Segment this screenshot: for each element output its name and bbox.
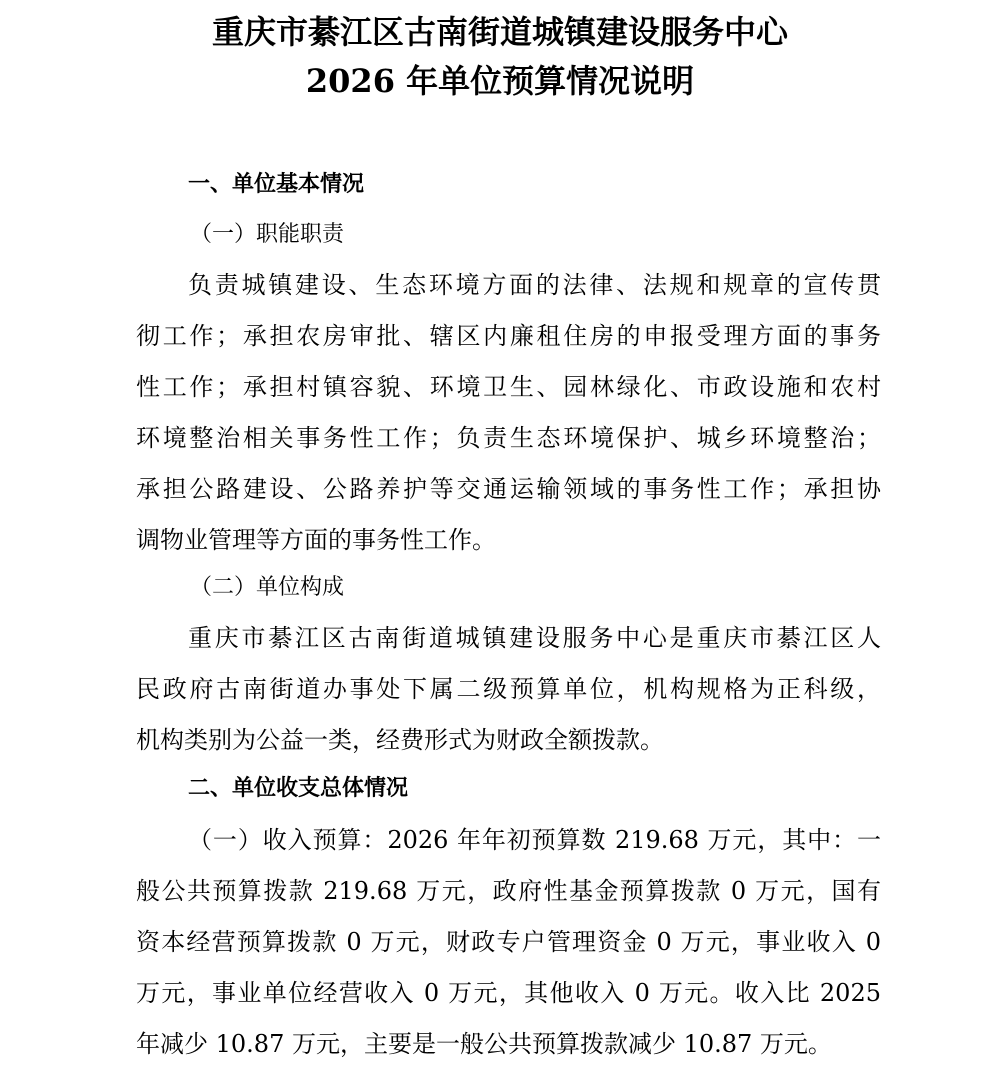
paragraph-line: （一）收入预算：2026 年年初预算数 219.68 万元，其中：一: [188, 826, 881, 854]
paragraph-line: 般公共预算拨款 219.68 万元，政府性基金预算拨款 0 万元，国有: [136, 877, 881, 905]
section-heading-basic-info: 一、单位基本情况: [188, 172, 365, 197]
paragraph-line: 负责城镇建设、生态环境方面的法律、法规和规章的宣传贯: [188, 271, 881, 299]
paragraph-composition: [136, 613, 881, 766]
subheading-functions: （一）职能职责: [190, 222, 345, 247]
paragraph-line: 性工作；承担村镇容貌、环境卫生、园林绿化、市政设施和农村: [136, 373, 881, 401]
paragraph-line: 调物业管理等方面的事务性工作。: [136, 526, 496, 554]
paragraph-line: 彻工作；承担农房审批、辖区内廉租住房的申报受理方面的事务: [136, 322, 881, 350]
paragraph-income-budget: [136, 815, 881, 1070]
subheading-composition: （二）单位构成: [190, 575, 345, 600]
paragraph-functions: [136, 260, 881, 566]
paragraph-line: 承担公路建设、公路养护等交通运输领域的事务性工作；承担协: [136, 475, 881, 503]
paragraph-line: 机构类别为公益一类，经费形式为财政全额拨款。: [136, 726, 664, 754]
paragraph-line: 民政府古南街道办事处下属二级预算单位，机构规格为正科级，: [136, 675, 881, 703]
paragraph-line: 环境整治相关事务性工作；负责生态环境保护、城乡环境整治；: [136, 424, 881, 452]
section-heading-budget-overview: 二、单位收支总体情况: [188, 776, 409, 801]
document-title-line2: 2026 年单位预算情况说明: [305, 62, 695, 100]
paragraph-line: 资本经营预算拨款 0 万元，财政专户管理资金 0 万元，事业收入 0: [136, 928, 881, 956]
document-title-line1: 重庆市綦江区古南街道城镇建设服务中心: [211, 13, 788, 51]
paragraph-line: 重庆市綦江区古南街道城镇建设服务中心是重庆市綦江区人: [188, 624, 881, 652]
paragraph-line: 年减少 10.87 万元，主要是一般公共预算拨款减少 10.87 万元。: [136, 1030, 832, 1058]
paragraph-line: 万元，事业单位经营收入 0 万元，其他收入 0 万元。收入比 2025: [136, 979, 881, 1007]
